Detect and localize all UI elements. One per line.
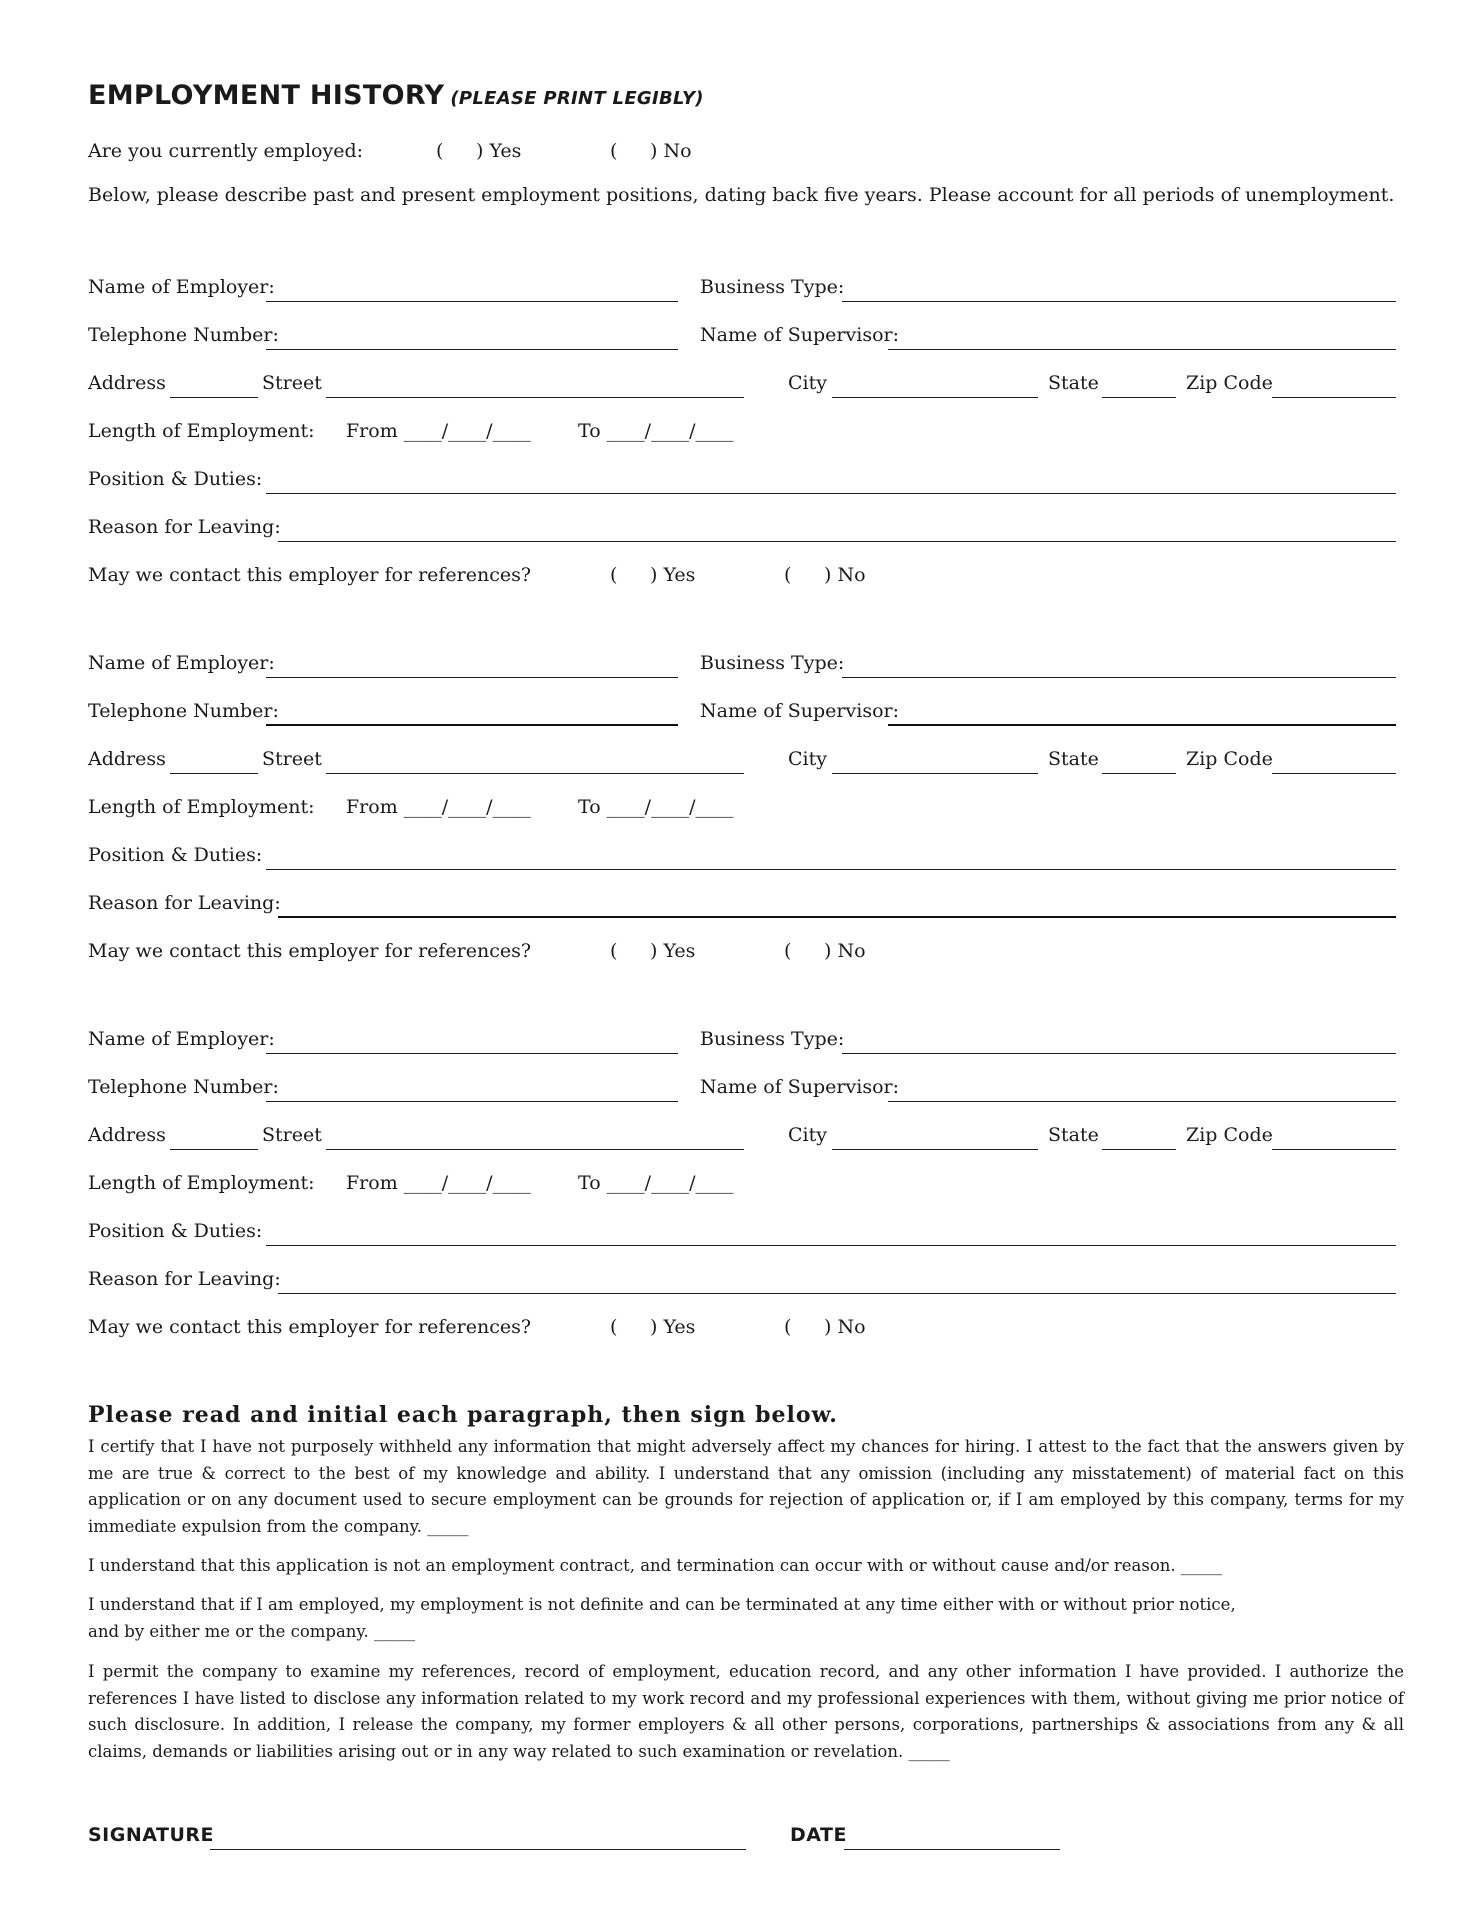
position-row bbox=[88, 838, 1396, 872]
telephone-field[interactable] bbox=[266, 724, 678, 726]
date-field[interactable] bbox=[844, 1849, 1060, 1850]
employer-row bbox=[88, 1022, 1396, 1056]
contact-yes[interactable]: ( ) Yes bbox=[610, 564, 696, 586]
zip-field[interactable] bbox=[1272, 1149, 1396, 1150]
supervisor-field[interactable] bbox=[888, 349, 1396, 350]
address-row bbox=[88, 366, 1396, 400]
reason-label: Reason for Leaving: bbox=[88, 892, 281, 914]
contact-yes[interactable]: ( ) Yes bbox=[610, 940, 696, 962]
legal-paragraph-not-definite-cont: and by either me or the company. _____ bbox=[88, 1622, 416, 1641]
reason-row bbox=[88, 510, 1396, 544]
street-field[interactable] bbox=[326, 1149, 744, 1150]
city-field[interactable] bbox=[832, 397, 1038, 398]
address-label: Address bbox=[88, 1124, 166, 1146]
signature-row bbox=[88, 1818, 748, 1852]
currently-employed-row bbox=[88, 134, 1396, 168]
page-title bbox=[88, 80, 704, 111]
signature-field[interactable] bbox=[210, 1849, 746, 1850]
title-subtitle: (PLEASE PRINT LEGIBLY) bbox=[450, 88, 704, 109]
reason-field[interactable] bbox=[278, 916, 1396, 918]
employer-field[interactable] bbox=[266, 1053, 678, 1054]
telephone-label: Telephone Number: bbox=[88, 700, 279, 722]
supervisor-field[interactable] bbox=[888, 1101, 1396, 1102]
to-date-field[interactable]: To ____/____/____ bbox=[578, 1172, 734, 1194]
address-row bbox=[88, 1118, 1396, 1152]
reason-row bbox=[88, 886, 1396, 920]
address-label: Address bbox=[88, 748, 166, 770]
position-field[interactable] bbox=[266, 869, 1396, 870]
business-type-label: Business Type: bbox=[700, 276, 845, 298]
employer-label: Name of Employer: bbox=[88, 1028, 275, 1050]
reason-row bbox=[88, 1262, 1396, 1296]
date-label: DATE bbox=[790, 1824, 847, 1846]
legal-paragraph-not-definite: I understand that if I am employed, my employment is not definite and can be terminated at any time either with or without prior notice, bbox=[88, 1595, 1236, 1614]
city-label: City bbox=[788, 372, 827, 394]
reason-field[interactable] bbox=[278, 541, 1396, 542]
contact-no[interactable]: ( ) No bbox=[784, 564, 866, 586]
position-label: Position & Duties: bbox=[88, 844, 263, 866]
currently-employed-label: Are you currently employed: bbox=[88, 140, 364, 162]
employer-label: Name of Employer: bbox=[88, 652, 275, 674]
contact-label: May we contact this employer for references? bbox=[88, 940, 532, 962]
state-label: State bbox=[1048, 372, 1099, 394]
telephone-row bbox=[88, 694, 1396, 728]
employer-label: Name of Employer: bbox=[88, 276, 275, 298]
intro-text: Below, please describe past and present employment positions, dating back five years. Please account for all periods of unemployment. bbox=[88, 184, 1395, 206]
signature-label: SIGNATURE bbox=[88, 1824, 214, 1846]
employer-row bbox=[88, 270, 1396, 304]
position-label: Position & Duties: bbox=[88, 1220, 263, 1242]
business-type-field[interactable] bbox=[842, 677, 1396, 678]
city-label: City bbox=[788, 1124, 827, 1146]
supervisor-field[interactable] bbox=[888, 724, 1396, 726]
length-row bbox=[88, 1166, 1396, 1200]
length-row bbox=[88, 790, 1396, 824]
position-field[interactable] bbox=[266, 1245, 1396, 1246]
zip-label: Zip Code bbox=[1186, 748, 1273, 770]
to-date-field[interactable]: To ____/____/____ bbox=[578, 420, 734, 442]
contact-row bbox=[88, 1310, 1396, 1344]
legal-paragraph-permit: I permit the company to examine my references, record of employment, education record, and any other information I have provided. I authorize the references I have listed to disclose any information related to my work record and my professional experiences with them, without giving me prior notice of such disclosure. In addition, I release the company, my former employers & all other persons, corporations, partnerships & associations from any & all claims, demands or liabilities arising out or in any way related to such examination or revelation. _____ bbox=[88, 1662, 1404, 1761]
to-date-field[interactable]: To ____/____/____ bbox=[578, 796, 734, 818]
contact-row bbox=[88, 934, 1396, 968]
contact-label: May we contact this employer for references? bbox=[88, 564, 532, 586]
supervisor-label: Name of Supervisor: bbox=[700, 324, 899, 346]
state-field[interactable] bbox=[1102, 397, 1176, 398]
reason-field[interactable] bbox=[278, 1293, 1396, 1294]
address-row bbox=[88, 742, 1396, 776]
telephone-row bbox=[88, 1070, 1396, 1104]
telephone-label: Telephone Number: bbox=[88, 324, 279, 346]
business-type-label: Business Type: bbox=[700, 1028, 845, 1050]
telephone-label: Telephone Number: bbox=[88, 1076, 279, 1098]
telephone-field[interactable] bbox=[266, 1101, 678, 1102]
contact-no[interactable]: ( ) No bbox=[784, 940, 866, 962]
from-date-field[interactable]: From ____/____/____ bbox=[346, 796, 531, 818]
length-label: Length of Employment: bbox=[88, 420, 315, 442]
street-label: Street bbox=[262, 1124, 322, 1146]
business-type-field[interactable] bbox=[842, 301, 1396, 302]
zip-field[interactable] bbox=[1272, 773, 1396, 774]
state-field[interactable] bbox=[1102, 1149, 1176, 1150]
position-row bbox=[88, 462, 1396, 496]
contact-label: May we contact this employer for references? bbox=[88, 1316, 532, 1338]
reason-label: Reason for Leaving: bbox=[88, 516, 281, 538]
address-number-field[interactable] bbox=[170, 773, 258, 774]
from-date-field[interactable]: From ____/____/____ bbox=[346, 1172, 531, 1194]
zip-field[interactable] bbox=[1272, 397, 1396, 398]
position-row bbox=[88, 1214, 1396, 1248]
legal-heading: Please read and initial each paragraph, then sign below. bbox=[88, 1402, 838, 1428]
city-field[interactable] bbox=[832, 1149, 1038, 1150]
state-label: State bbox=[1048, 748, 1099, 770]
currently-employed-no[interactable]: ( ) No bbox=[610, 140, 692, 162]
street-field[interactable] bbox=[326, 773, 744, 774]
contact-row bbox=[88, 558, 1396, 592]
telephone-field[interactable] bbox=[266, 349, 678, 350]
reason-label: Reason for Leaving: bbox=[88, 1268, 281, 1290]
employer-row bbox=[88, 646, 1396, 680]
length-row bbox=[88, 414, 1396, 448]
title-text: EMPLOYMENT HISTORY bbox=[88, 80, 445, 111]
state-label: State bbox=[1048, 1124, 1099, 1146]
date-row bbox=[790, 1818, 1060, 1852]
telephone-row bbox=[88, 318, 1396, 352]
zip-label: Zip Code bbox=[1186, 372, 1273, 394]
address-number-field[interactable] bbox=[170, 397, 258, 398]
length-label: Length of Employment: bbox=[88, 796, 315, 818]
position-field[interactable] bbox=[266, 493, 1396, 494]
street-label: Street bbox=[262, 748, 322, 770]
street-label: Street bbox=[262, 372, 322, 394]
length-label: Length of Employment: bbox=[88, 1172, 315, 1194]
employer-field[interactable] bbox=[266, 301, 678, 302]
street-field[interactable] bbox=[326, 397, 744, 398]
supervisor-label: Name of Supervisor: bbox=[700, 700, 899, 722]
contact-yes[interactable]: ( ) Yes bbox=[610, 1316, 696, 1338]
business-type-label: Business Type: bbox=[700, 652, 845, 674]
address-number-field[interactable] bbox=[170, 1149, 258, 1150]
employer-field[interactable] bbox=[266, 677, 678, 678]
state-field[interactable] bbox=[1102, 773, 1176, 774]
city-field[interactable] bbox=[832, 773, 1038, 774]
currently-employed-yes[interactable]: ( ) Yes bbox=[436, 140, 522, 162]
supervisor-label: Name of Supervisor: bbox=[700, 1076, 899, 1098]
legal-paragraph-not-contract: I understand that this application is not an employment contract, and termination can occur with or without cause and/or reason. _____ bbox=[88, 1556, 1223, 1575]
legal-paragraph-certify: I certify that I have not purposely withheld any information that might adversely affect my chances for hiring. I attest to the fact that the answers given by me are true & correct to the best of my knowledge and ability. I understand that any omission (including any misstatement) of material fact on this application or on any document used to secure employment can be grounds for rejection of application or, if I am employed by this company, terms for my immediate expulsion from the company. _____ bbox=[88, 1437, 1404, 1536]
from-date-field[interactable]: From ____/____/____ bbox=[346, 420, 531, 442]
city-label: City bbox=[788, 748, 827, 770]
zip-label: Zip Code bbox=[1186, 1124, 1273, 1146]
position-label: Position & Duties: bbox=[88, 468, 263, 490]
business-type-field[interactable] bbox=[842, 1053, 1396, 1054]
contact-no[interactable]: ( ) No bbox=[784, 1316, 866, 1338]
address-label: Address bbox=[88, 372, 166, 394]
